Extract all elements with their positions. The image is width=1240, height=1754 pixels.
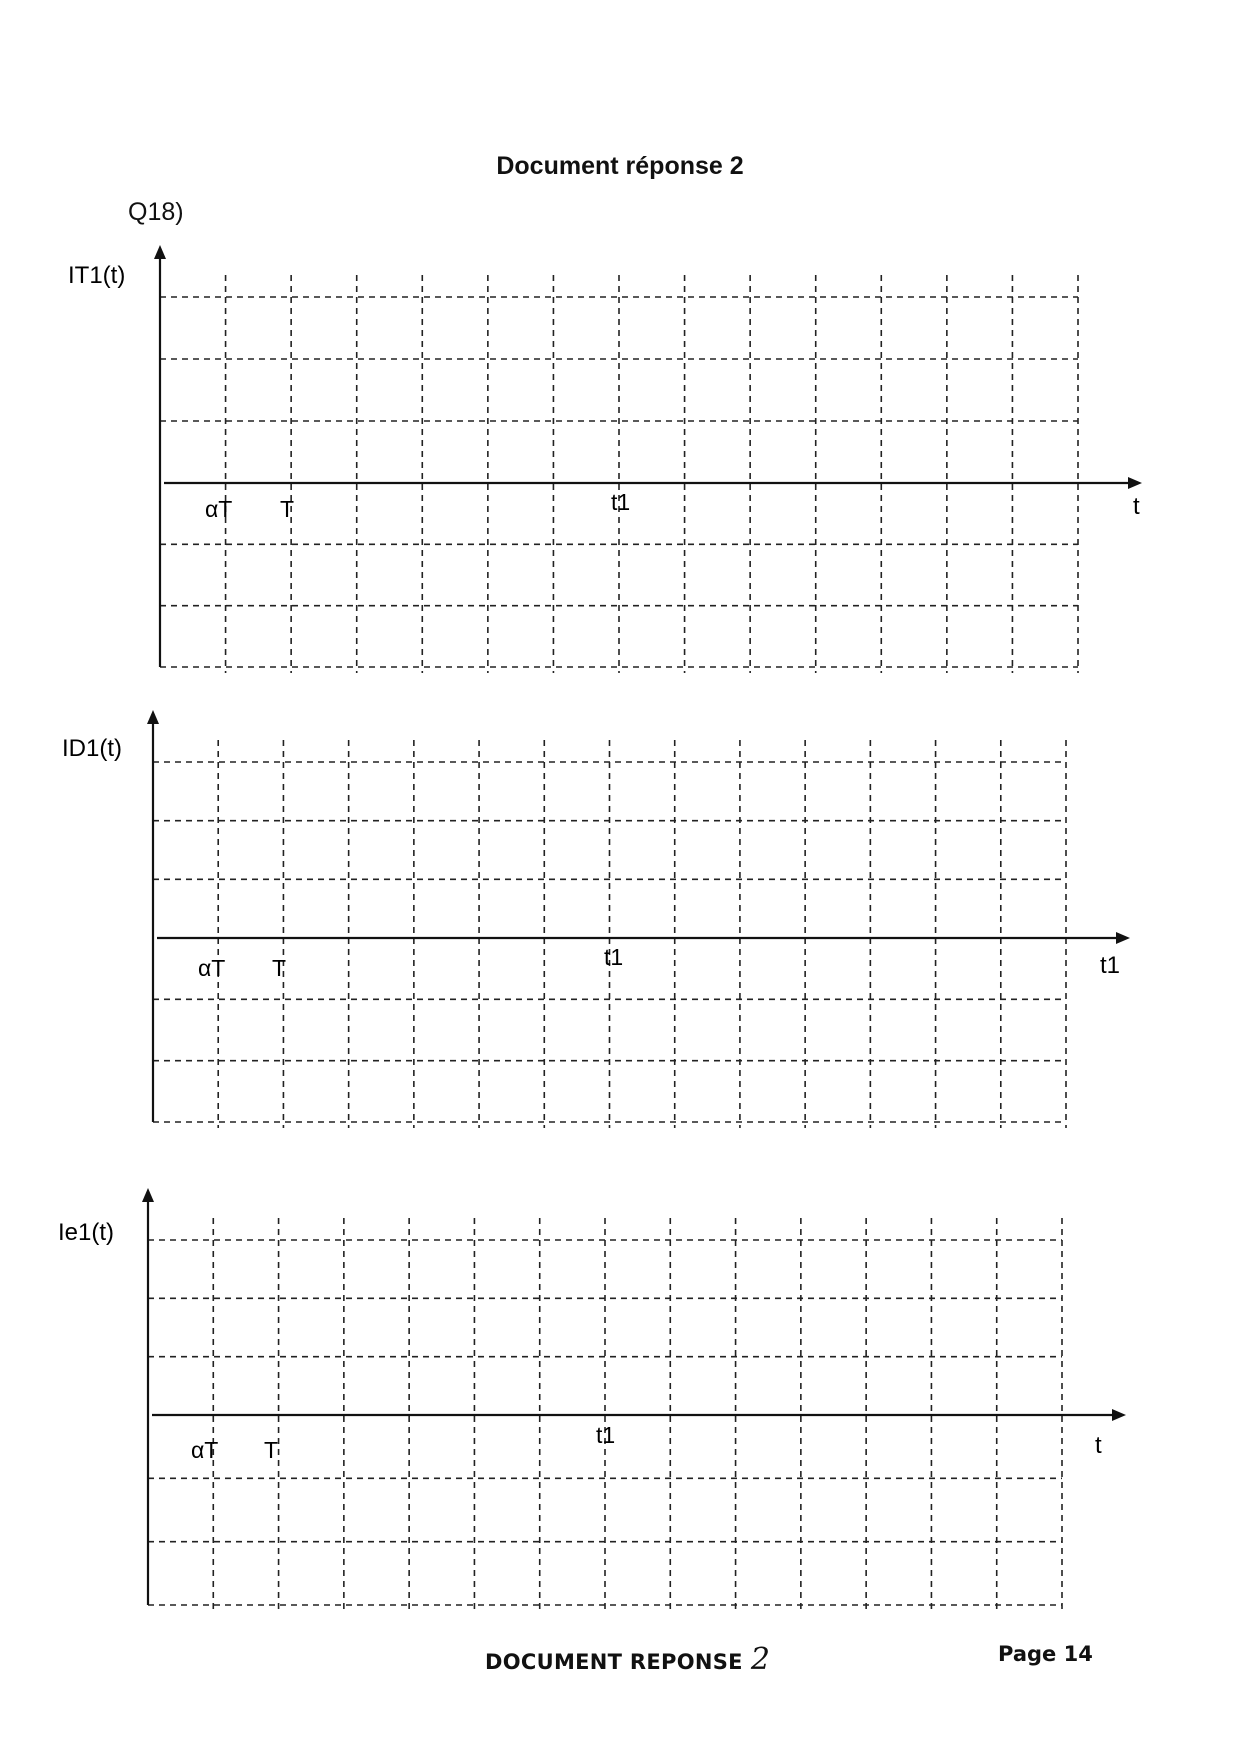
graph-ie1-tick-alpha-t: αT (191, 1437, 219, 1463)
question-number: Q18) (128, 198, 184, 226)
graph-ie1-grid (142, 1188, 1126, 1611)
graph-it1-ylabel: IT1(t) (68, 262, 126, 289)
graph-it1-xlabel: t (1133, 493, 1140, 520)
graph-it1-tick-t: T (280, 496, 295, 522)
x-axis-arrow (1116, 932, 1130, 944)
y-axis-arrow (147, 710, 159, 724)
graph-id1-tick-t1: t1 (604, 944, 624, 970)
graph-ie1-xlabel: t (1095, 1432, 1102, 1459)
page-number: Page 14 (998, 1642, 1093, 1666)
graph-id1-xlabel: t1 (1100, 952, 1121, 979)
page-title: Document réponse 2 (496, 152, 744, 180)
graph-it1-tick-alpha-t: αT (205, 496, 233, 522)
graph-id1-grid (147, 710, 1130, 1128)
footer-document-text: DOCUMENT REPONSE (485, 1650, 743, 1674)
x-axis-arrow (1112, 1409, 1126, 1421)
footer-document-label (485, 1642, 770, 1677)
graph-ie1-tick-t1: t1 (596, 1422, 616, 1448)
x-axis-arrow (1128, 477, 1142, 489)
graph-id1-tick-t: T (272, 955, 287, 981)
y-axis-arrow (142, 1188, 154, 1202)
graph-it1-tick-t1: t1 (611, 489, 631, 515)
footer-document-number: 2 (750, 1642, 771, 1677)
graph-it1-grid (154, 245, 1142, 673)
graph-id1-ylabel: ID1(t) (62, 735, 122, 762)
graph-ie1-ylabel: Ie1(t) (58, 1219, 115, 1246)
y-axis-arrow (154, 245, 166, 259)
graph-id1-tick-alpha-t: αT (198, 955, 226, 981)
graph-ie1-tick-t: T (264, 1437, 279, 1463)
